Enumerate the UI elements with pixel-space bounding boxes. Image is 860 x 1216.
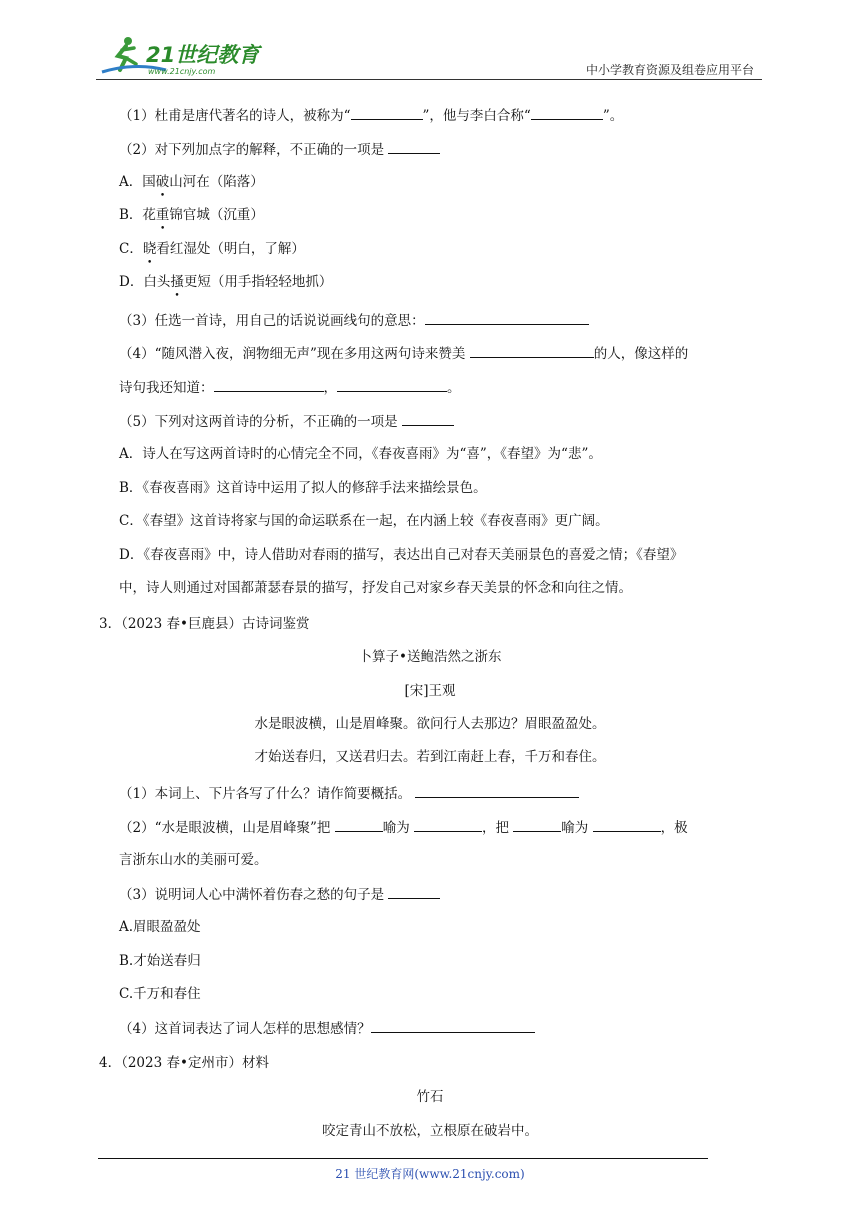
q3-option-a: A.眉眼盈盈处 xyxy=(119,919,201,935)
q3-heading: 3．（2023 春•巨鹿县）古诗词鉴赏 xyxy=(99,616,310,632)
q3-option-c: C.千万和春住 xyxy=(119,986,201,1002)
q3-sub1: （1）本词上、下片各写了什么？请作简要概括。 xyxy=(119,783,579,804)
q2-option-b: B．花重锦官城（沉重） xyxy=(119,207,264,223)
q2-sub5: （5）下列对这两首诗的分析，不正确的一项是 xyxy=(119,411,454,432)
q2-sub5-option-b: B．《春夜喜雨》这首诗中运用了拟人的修辞手法来描绘景色。 xyxy=(119,480,487,496)
q2-sub5-option-d: D．《春夜喜雨》中，诗人借助对春雨的描写，表达出自己对春天美丽景色的喜爱之情；《春望》 xyxy=(119,547,684,563)
q2-option-d: D．白头搔更短（用手指轻轻地抓） xyxy=(119,274,333,290)
answer-blank[interactable] xyxy=(593,817,661,832)
q3-poem-line2: 才始送春归，又送君归去。若到江南赶上春，千万和春住。 xyxy=(254,749,606,765)
q4-poem-title: 竹石 xyxy=(416,1089,444,1105)
q2-sub5-option-d-cont: 中，诗人则通过对国都萧瑟春景的描写，抒发自己对家乡春天美景的怀念和向往之情。 xyxy=(119,580,632,596)
footer-rule xyxy=(98,1158,708,1159)
svg-text:21世纪教育: 21世纪教育 xyxy=(146,43,260,67)
answer-blank[interactable] xyxy=(470,343,594,358)
answer-blank[interactable] xyxy=(351,105,423,120)
answer-blank[interactable] xyxy=(402,411,454,426)
footer-link[interactable]: 21 世纪教育网(www.21cnjy.com) xyxy=(335,1167,525,1181)
q3-sub2: （2）“水是眼波横，山是眉峰聚”把 喻为 ，把 喻为 ，极 xyxy=(119,817,688,838)
answer-blank[interactable] xyxy=(388,884,440,899)
svg-text:www.21cnjy.com: www.21cnjy.com xyxy=(148,67,216,76)
q2-sub4-cont: 诗句我还知道： ， 。 xyxy=(119,377,461,398)
q3-option-b: B.才始送春归 xyxy=(119,953,201,969)
q2-sub1: （1）杜甫是唐代著名的诗人，被称为“ ”，他与李白合称“ ”。 xyxy=(119,105,623,126)
q3-sub4: （4）这首词表达了词人怎样的思想感情？ xyxy=(119,1018,535,1039)
q3-sub3: （3）说明词人心中满怀着伤春之愁的句子是 xyxy=(119,884,440,905)
platform-name: 中小学教育资源及组卷应用平台 xyxy=(585,63,754,77)
answer-blank[interactable] xyxy=(513,817,561,832)
q3-sub2-cont: 言浙东山水的美丽可爱。 xyxy=(119,852,268,868)
answer-blank[interactable] xyxy=(214,377,324,392)
answer-blank[interactable] xyxy=(371,1018,535,1033)
answer-blank[interactable] xyxy=(337,377,447,392)
q2-sub5-option-c: C．《春望》这首诗将家与国的命运联系在一起，在内涵上较《春夜喜雨》更广阔。 xyxy=(119,513,609,529)
q2-sub2: （2）对下列加点字的解释，不正确的一项是 xyxy=(119,139,440,160)
q2-option-c: C．晓看红湿处（明白，了解） xyxy=(119,241,305,257)
q2-sub4: （4）“随风潜入夜，润物细无声”现在多用这两句诗来赞美 的人，像这样的 xyxy=(119,343,688,364)
q2-option-a: A．国破山河在（陷落） xyxy=(119,174,264,190)
answer-blank[interactable] xyxy=(388,139,440,154)
answer-blank[interactable] xyxy=(531,105,603,120)
q3-poem-author: [宋]王观 xyxy=(404,683,456,699)
q3-poem-title: 卜算子•送鲍浩然之浙东 xyxy=(358,649,502,665)
site-logo xyxy=(96,34,266,78)
answer-blank[interactable] xyxy=(425,310,589,325)
answer-blank[interactable] xyxy=(335,817,383,832)
q2-sub3: （3）任选一首诗，用自己的话说说画线句的意思： xyxy=(119,310,589,331)
answer-blank[interactable] xyxy=(415,783,579,798)
answer-blank[interactable] xyxy=(414,817,482,832)
q4-heading: 4．（2023 春•定州市）材料 xyxy=(99,1055,269,1071)
header-rule xyxy=(96,79,762,80)
q3-poem-line1: 水是眼波横，山是眉峰聚。欲问行人去那边？眉眼盈盈处。 xyxy=(254,716,606,732)
page-header xyxy=(96,34,762,80)
q2-sub5-option-a: A．诗人在写这两首诗时的心情完全不同，《春夜喜雨》为“喜”，《春望》为“悲”。 xyxy=(119,446,602,462)
q4-poem-line1: 咬定青山不放松，立根原在破岩中。 xyxy=(322,1123,538,1139)
